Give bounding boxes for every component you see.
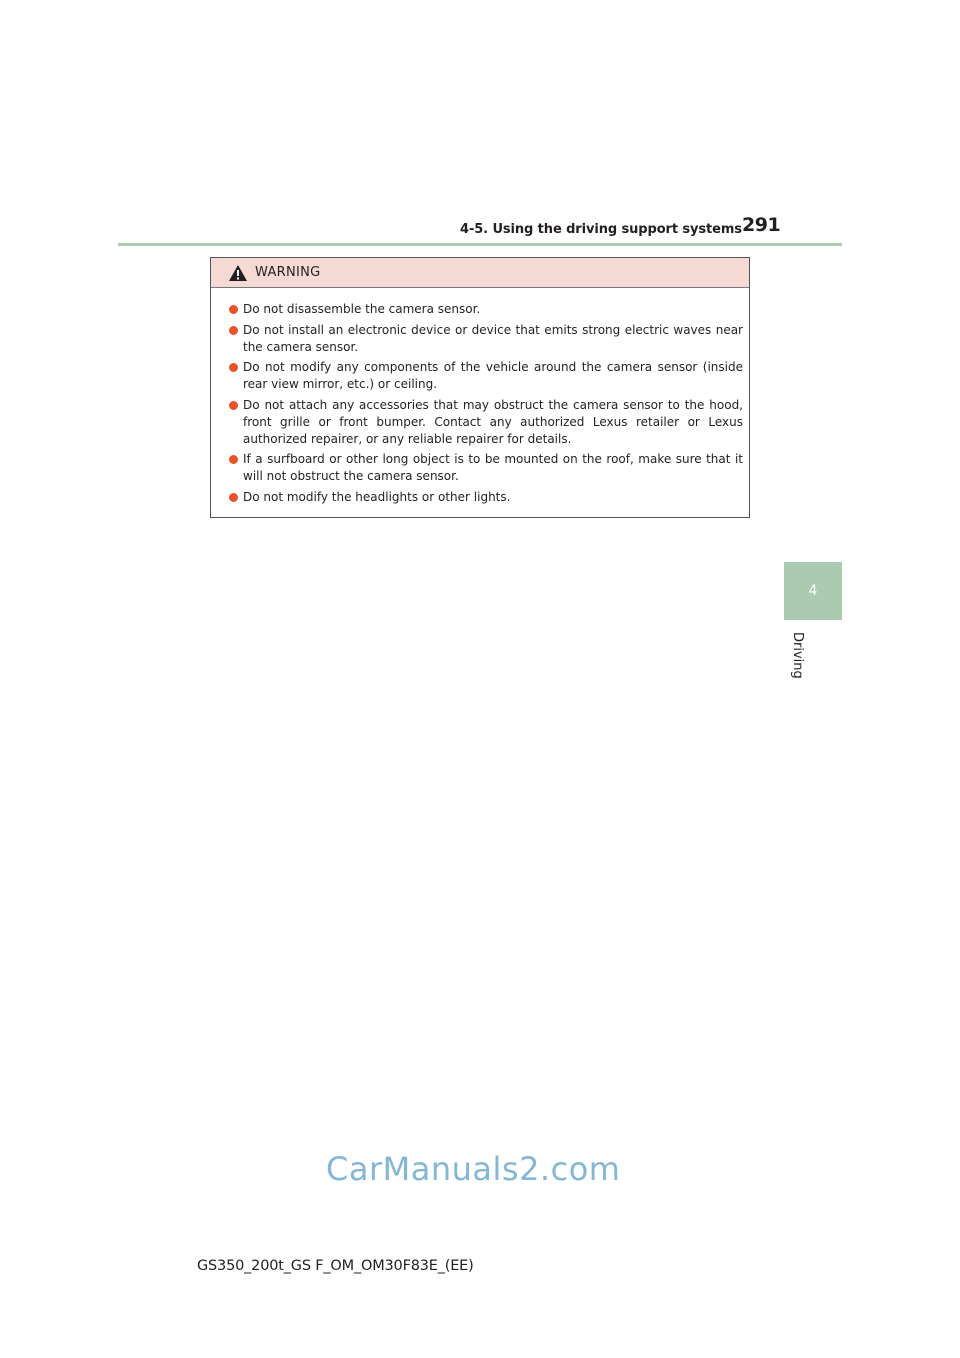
list-item	[219, 359, 743, 393]
warning-item-text: Do not attach any accessories that may obstruct the camera sensor to the hood, front grille or front bumper. Contact any authorized Lexus retailer or Lexus authorized repairer, or any reliable repairer for details.	[243, 397, 743, 446]
warning-item-text: Do not disassemble the camera sensor.	[243, 302, 481, 316]
chapter-tab	[784, 562, 842, 620]
bullet-icon	[229, 401, 238, 410]
list-item	[219, 397, 743, 448]
section-title: 4-5. Using the driving support systems	[460, 222, 742, 237]
bullet-icon	[229, 363, 238, 372]
bullet-icon	[229, 493, 238, 502]
list-item	[219, 489, 743, 506]
list-item	[219, 301, 743, 318]
bullet-icon	[229, 455, 238, 464]
bullet-icon	[229, 305, 238, 314]
bullet-icon	[229, 326, 238, 335]
page-number: 291	[742, 214, 781, 236]
warning-triangle-icon	[228, 264, 248, 286]
document-code: GS350_200t_GS F_OM_OM30F83E_(EE)	[197, 1258, 474, 1274]
warning-list	[211, 288, 749, 506]
chapter-label: Driving	[790, 632, 805, 679]
warning-item-text: Do not modify any components of the vehicle around the camera sensor (inside rear view mirror, etc.) or ceiling.	[243, 360, 743, 391]
warning-header	[211, 258, 749, 288]
watermark-logo: CarManuals2.com	[326, 1150, 621, 1188]
list-item	[219, 451, 743, 485]
list-item	[219, 322, 743, 356]
header-rule	[118, 243, 842, 246]
warning-item-text: If a surfboard or other long object is to be mounted on the roof, make sure that it will not obstruct the camera sensor.	[243, 452, 743, 483]
warning-item-text: Do not install an electronic device or device that emits strong electric waves near the camera sensor.	[243, 322, 743, 354]
warning-box	[210, 257, 750, 518]
warning-item-text: Do not modify the headlights or other lights.	[243, 489, 511, 504]
chapter-number: 4	[808, 583, 818, 599]
warning-title: WARNING	[255, 265, 321, 280]
